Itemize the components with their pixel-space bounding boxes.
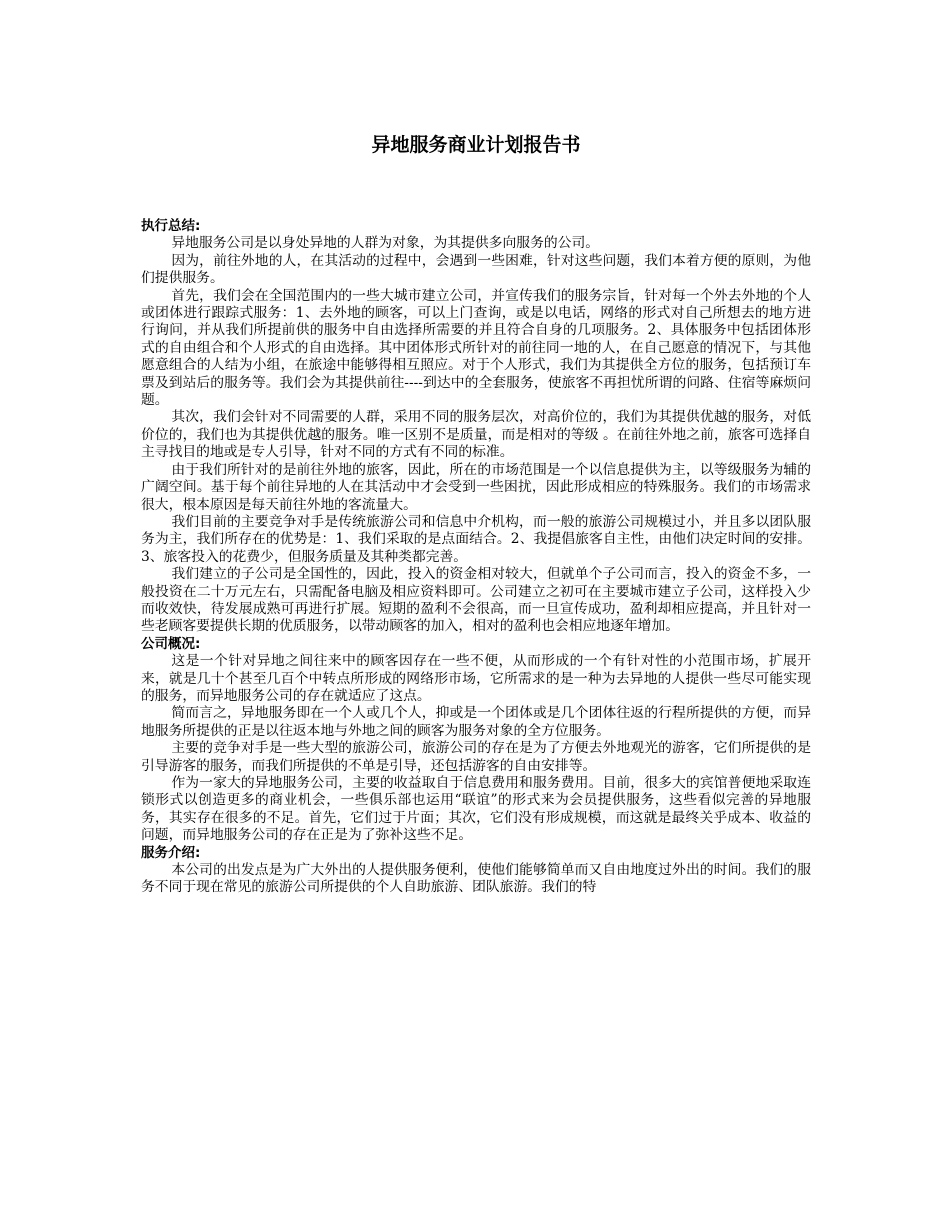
paragraph: 因为，前往外地的人，在其活动的过程中，会遇到一些困难，针对这些问题，我们本着方便的原则，为他们提供服务。 <box>141 252 811 287</box>
paragraph: 我们建立的子公司是全国性的，因此，投入的资金相对较大，但就单个子公司而言，投入的资金不多，一般投资在二十万元左右，只需配备电脑及相应资料即可。公司建立之初可在主要城市建立子公司，这样投入少而收效快，待发展成熟可再进行扩展。短期的盈利不会很高，而一旦宣传成功，盈利却相应提高，并且针对一些老顾客要提供长期的优质服务，以带动顾客的加入，相对的盈利也会相应地逐年增加。 <box>141 566 811 635</box>
paragraph: 这是一个针对异地之间往来中的顾客因存在一些不便，从而形成的一个有针对性的小范围市场，扩展开来，就是几十个甚至几百个中转点所形成的网络形市场，它所需求的是一种为去异地的人提供一些尽可能实现的服务，而异地服务公司的存在就适应了这点。 <box>141 653 811 704</box>
section-heading: 服务介绍: <box>141 844 201 861</box>
section-heading: 公司概况: <box>141 635 201 652</box>
section-company-overview <box>141 636 811 845</box>
document-body <box>141 218 811 897</box>
paragraph: 作为一家大的异地服务公司，主要的收益取自于信息费用和服务费用。目前，很多大的宾馆普便地采取连锁形式以创造更多的商业机会，一些俱乐部也运用“联谊”的形式来为会员提供服务，这些看似完善的异地服务，其实存在很多的不足。首先，它们过于片面；其次，它们没有形成规模，而这就是最终关乎成本、收益的问题，而异地服务公司的存在正是为了弥补这些不足。 <box>141 775 811 844</box>
section-heading: 执行总结: <box>141 218 201 234</box>
paragraph: 简而言之，异地服务即在一个人或几个人，抑或是一个团体或是几个团体往返的行程所提供的方便，而异地服务所提供的正是以往返本地与外地之间的顾客为服务对象的全方位服务。 <box>141 705 811 739</box>
paragraph: 由于我们所针对的是前往外地的旅客，因此，所在的市场范围是一个以信息提供为主，以等级服务为辅的广阔空间。基于每个前往异地的人在其活动中才会受到一些困扰，因此形成相应的特殊服务。我们的市场需求很大，根本原因是每天前往外地的客流量大。 <box>141 461 811 513</box>
paragraph: 其次，我们会针对不同需要的人群，采用不同的服务层次，对高价位的，我们为其提供优越的服务，对低价位的，我们也为其提供优越的服务。唯一区别不是质量，而是相对的等级 。在前往外地之前，旅客可选择自主寻找目的地或是专人引导，针对不同的方式有不同的标准。 <box>141 409 811 461</box>
paragraph: 主要的竞争对手是一些大型的旅游公司，旅游公司的存在是为了方便去外地观光的游客，它们所提供的是引导游客的服务，而我们所提供的不单是引导，还包括游客的自由安排等。 <box>141 740 811 774</box>
paragraph: 异地服务公司是以身处异地的人群为对象，为其提供多向服务的公司。 <box>171 235 600 252</box>
paragraph: 首先，我们会在全国范围内的一些大城市建立公司，并宣传我们的服务宗旨，针对每一个外去外地的个人或团体进行跟踪式服务：1、去外地的顾客，可以上门查询，或是以电话，网络的形式对自己所想去的地方进行询问，并从我们所提前供的服务中自由选择所需要的并且符合自身的几项服务。2、具体服务中包括团体形式的自由组合和个人形式的自由选择。其中团体形式所针对的前往同一地的人，在自己愿意的情况下，与其他愿意组合的人结为小组，在旅途中能够得相互照应。对于个人形式，我们为其提供全方位的服务，包括预订车票及到站后的服务等。我们会为其提供前往----到达中的全套服务，使旅客不再担忧所谓的问路、住宿等麻烦问题。 <box>141 287 811 409</box>
paragraph: 我们目前的主要竞争对手是传统旅游公司和信息中介机构，而一般的旅游公司规模过小，并且多以团队服务为主，我们所存在的优势是：1、我们采取的是点面结合。2、我提倡旅客自主性，由他们决定时间的安排。3、旅客投入的花费少，但服务质量及其种类都完善。 <box>141 513 811 565</box>
paragraph: 本公司的出发点是为广大外出的人提供服务便利，使他们能够简单而又自由地度过外出的时间。我们的服务不同于现在常见的旅游公司所提供的个人自助旅游、团队旅游。我们的特 <box>141 862 811 896</box>
section-executive-summary <box>141 218 811 636</box>
section-service-introduction <box>141 845 811 897</box>
document-title: 异地服务商业计划报告书 <box>371 134 581 156</box>
